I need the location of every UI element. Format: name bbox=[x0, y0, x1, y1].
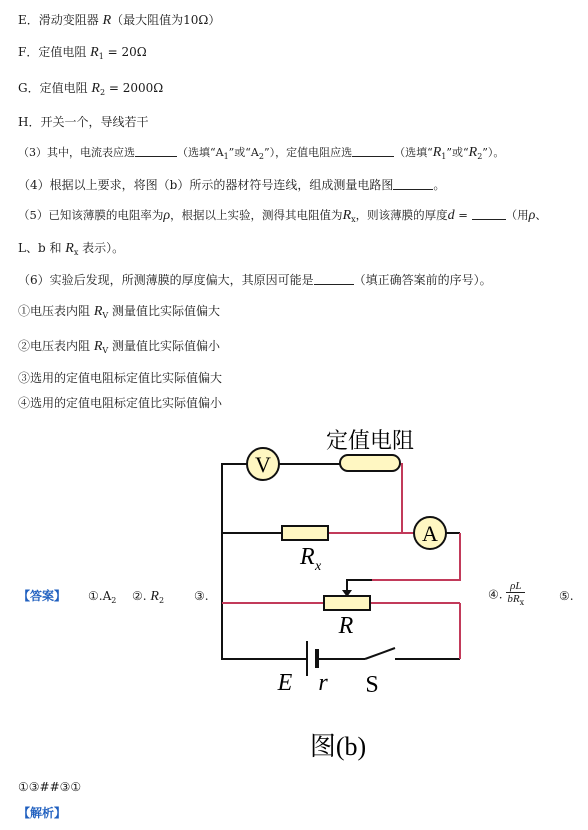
question-5-cont: L、b 和 $R_x$ 表示）。 bbox=[18, 241, 125, 257]
switch-lever bbox=[365, 648, 395, 659]
fixed-resistor bbox=[326, 429, 414, 471]
answer-2: ②. $R_2$ bbox=[132, 589, 165, 605]
battery-emf-label: E bbox=[277, 670, 293, 696]
question-6: （6）实验后发现，所测薄膜的厚度偏大，其原因可能是 （填正确答案前的序号）。 bbox=[18, 273, 492, 287]
wire-v-left bbox=[222, 464, 307, 659]
question-5: （5）已知该薄膜的电阻率为ρ，根据以上实验，测得其电阻值为$R_x$，则该薄膜的厚度d = （用ρ、 bbox=[18, 208, 547, 224]
circuit-diagram bbox=[200, 420, 480, 790]
fixed-resistor-body bbox=[340, 455, 400, 471]
item-e: E．滑动变阻器 R（最大阻值为10Ω） bbox=[18, 13, 221, 28]
battery bbox=[277, 641, 329, 696]
fixed-resistor-label: 定值电阻 bbox=[325, 429, 415, 454]
rx-resistor-body bbox=[282, 526, 328, 540]
rheostat-label: R bbox=[338, 613, 354, 639]
switch-label: S bbox=[365, 672, 379, 698]
voltmeter bbox=[247, 448, 279, 480]
voltmeter-label: V bbox=[255, 452, 271, 477]
option-2: ②电压表内阻 $R_V$ 测量值比实际值偏小 bbox=[18, 339, 220, 355]
answer-blank-fixed-resistor[interactable] bbox=[352, 145, 394, 157]
rheostat-body bbox=[324, 596, 370, 610]
answer-blank-current-meter[interactable] bbox=[135, 145, 177, 157]
answer-tail: ①③##③① bbox=[18, 780, 82, 794]
rx-label-sub: x bbox=[315, 559, 322, 574]
item-h: H．开关一个，导线若干 bbox=[18, 115, 149, 129]
analysis-label: 【解析】 bbox=[18, 806, 67, 820]
answer-3: ③. bbox=[194, 589, 209, 603]
answer-4-fraction: $\frac{\rho L}{bR_x}$ bbox=[507, 580, 525, 607]
option-3: ③选用的定值电阻标定值比实际值偏大 bbox=[18, 371, 223, 385]
rx-label: R bbox=[300, 544, 315, 570]
ammeter-label: A bbox=[422, 521, 438, 546]
rx-resistor bbox=[282, 526, 328, 574]
answer-5: ⑤. bbox=[559, 589, 574, 603]
item-g: G．定值电阻 $R_2 = 2000\Omega$ bbox=[18, 81, 164, 97]
question-4: （4）根据以上要求，将图（b）所示的器材符号连线，组成测量电路图 。 bbox=[18, 178, 446, 192]
battery-internal-r-label: r bbox=[318, 670, 328, 696]
switch bbox=[365, 648, 395, 698]
answer-4: ④. $\frac{\rho L}{bR_x}$ bbox=[488, 580, 525, 607]
item-f: F．定值电阻 $R_1 = 20\Omega$ bbox=[18, 45, 147, 61]
option-1: ①电压表内阻 $R_V$ 测量值比实际值偏大 bbox=[18, 304, 220, 320]
option-4: ④选用的定值电阻标定值比实际值偏小 bbox=[18, 396, 223, 410]
wire-fixed-right bbox=[400, 464, 414, 533]
answer-label: 【答案】 bbox=[18, 589, 67, 603]
rheostat-slider bbox=[347, 580, 372, 596]
answer-blank-circuit[interactable] bbox=[393, 178, 433, 190]
answer-blank-thickness[interactable] bbox=[472, 208, 506, 220]
answer-1: $①.A_2$ bbox=[88, 589, 117, 605]
ammeter bbox=[414, 517, 446, 549]
rheostat bbox=[324, 580, 372, 639]
figure-caption: 图(b) bbox=[309, 732, 367, 761]
answer-blank-reason[interactable] bbox=[314, 273, 354, 285]
question-3: （3）其中，电流表应选 （选填“$A_1$”或“$A_2$”），定值电阻应选 （选填“$R_1$”或“$R_2$”）。 bbox=[18, 145, 505, 161]
